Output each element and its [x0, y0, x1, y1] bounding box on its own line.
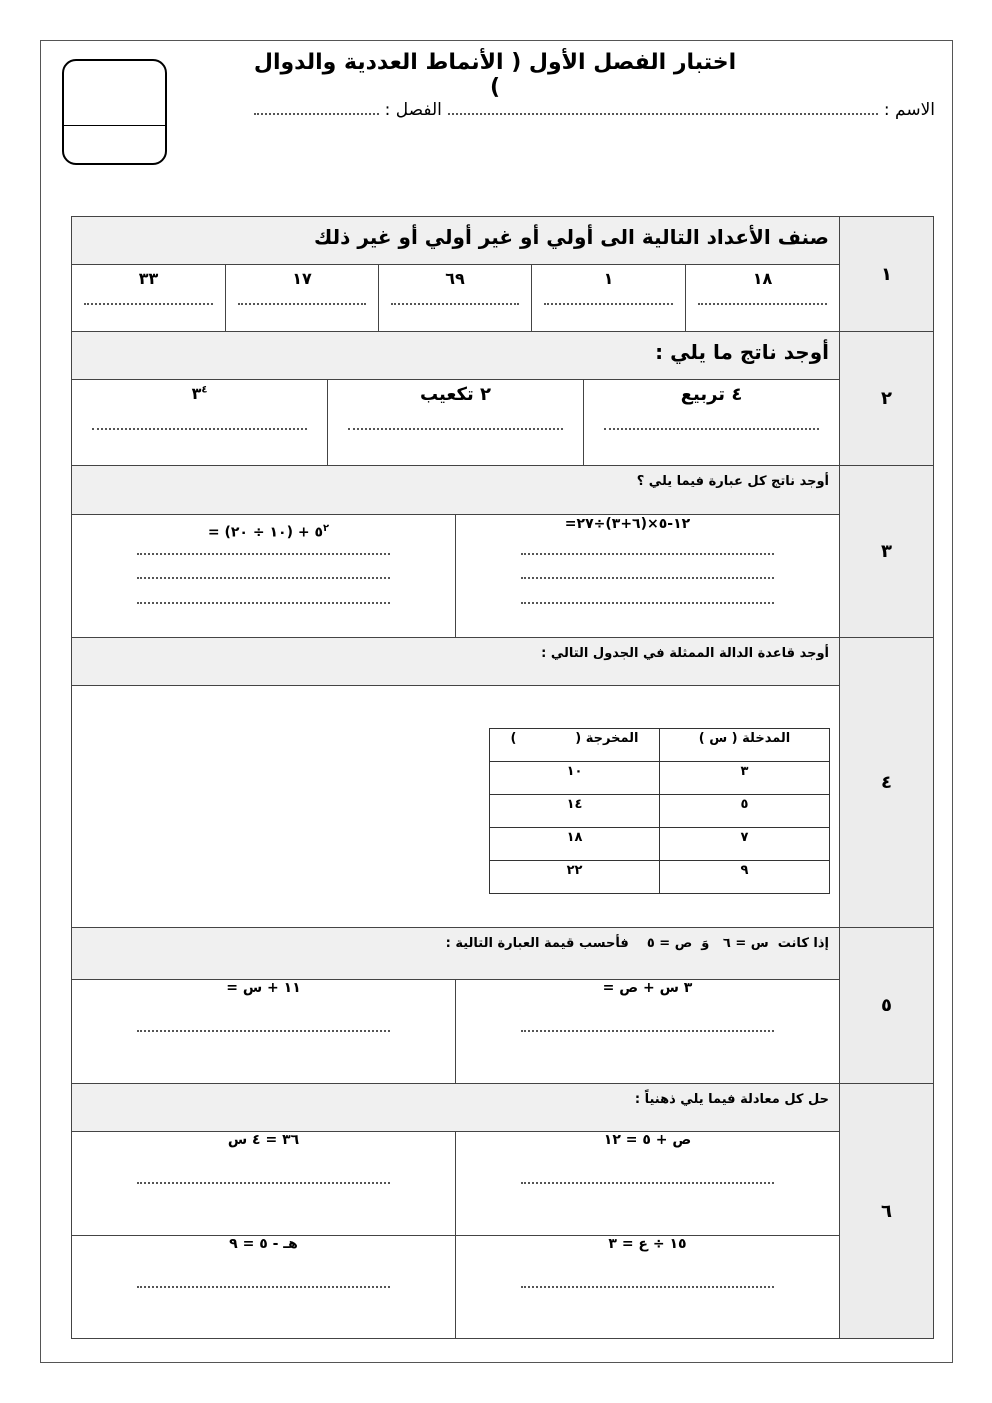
output-cell: ١٠: [490, 762, 660, 795]
input-cell: ٧: [660, 828, 830, 861]
answer-line[interactable]: [137, 602, 390, 604]
answer-line[interactable]: [521, 553, 774, 555]
q1-item: [531, 264, 686, 332]
q1-item-value: ١: [603, 269, 614, 288]
question-5-instruction: إذا كانت س = ٦ وَ ص = ٥ فأحسب قيمة العبارة التالية :: [71, 927, 840, 980]
answer-line[interactable]: [84, 303, 213, 305]
question-3-instruction: أوجد ناتج كل عبارة فيما يلي ؟: [71, 465, 840, 515]
input-cell: ٩: [660, 861, 830, 894]
expression: [72, 515, 455, 541]
answer-line[interactable]: [137, 1286, 390, 1288]
q1-item: [685, 264, 840, 332]
answer-line[interactable]: [391, 303, 519, 305]
q2-item: [583, 379, 840, 466]
student-info: [215, 100, 935, 120]
q6-item: [455, 1235, 840, 1339]
answer-line[interactable]: [137, 553, 390, 555]
q1-item-value: ١٧: [292, 269, 312, 288]
expression: =١٢-٥×(٦+٣)÷٢٧: [564, 516, 691, 532]
answer-line[interactable]: [238, 303, 366, 305]
output-cell: ١٨: [490, 828, 660, 861]
answer-line[interactable]: [92, 428, 307, 430]
q1-item: [378, 264, 532, 332]
question-2-instruction: أوجد ناتج ما يلي :: [71, 331, 840, 380]
answer-line[interactable]: [137, 1030, 390, 1032]
input-cell: ٥: [660, 795, 830, 828]
table-row: [490, 795, 830, 828]
name-label: الاسم :: [883, 100, 935, 120]
q1-item-value: ٣٣: [138, 269, 159, 288]
expression-base: = (١٠ ÷ ٢٠) + ٥: [207, 524, 323, 541]
question-6-instruction: حل كل معادلة فيما يلي ذهنياً :: [71, 1083, 840, 1132]
q3-expression-right: [455, 514, 840, 638]
expression-exponent: ٢: [323, 523, 330, 534]
q1-item-value: ٦٩: [445, 269, 465, 288]
table-row: [490, 828, 830, 861]
question-number-5: ٥: [839, 927, 934, 1084]
input-header: المدخلة ( س ): [660, 729, 830, 762]
q5-item: [455, 979, 840, 1084]
q6-item: [71, 1235, 456, 1339]
q2-item-value: ٢ تكعيب: [419, 384, 492, 405]
q1-item: [71, 264, 226, 332]
q6-item: [455, 1131, 840, 1236]
q2-item: [71, 379, 328, 466]
output-header: المخرجة ( ): [490, 729, 660, 762]
class-field[interactable]: [254, 103, 379, 115]
answer-line[interactable]: [521, 1182, 774, 1184]
class-label: الفصل :: [384, 100, 442, 120]
answer-line[interactable]: [137, 1182, 390, 1184]
input-cell: ٣: [660, 762, 830, 795]
question-number-4: ٤: [839, 637, 934, 928]
table-row: [490, 861, 830, 894]
answer-line[interactable]: [521, 577, 774, 579]
q1-item: [225, 264, 379, 332]
equation: ٣٦ = ٤ س: [227, 1132, 300, 1148]
output-cell: ٢٢: [490, 861, 660, 894]
table-row: [490, 762, 830, 795]
question-number-1: ١: [839, 216, 934, 332]
answer-line[interactable]: [348, 428, 563, 430]
answer-line[interactable]: [137, 577, 390, 579]
q1-item-value: ١٨: [752, 269, 773, 288]
power-exponent: ٤: [201, 384, 208, 396]
q2-item: [327, 379, 584, 466]
q6-item: [71, 1131, 456, 1236]
score-divider: [64, 125, 165, 126]
page-title: اختبار الفصل الأول ( الأنماط العددية والدوال ): [253, 50, 737, 100]
power-base: ٣: [191, 384, 202, 403]
name-field[interactable]: [448, 103, 878, 115]
answer-line[interactable]: [604, 428, 819, 430]
q5-item: [71, 979, 456, 1084]
question-4-instruction: أوجد قاعدة الدالة الممثلة في الجدول التالي :: [71, 637, 840, 686]
answer-line[interactable]: [544, 303, 673, 305]
q2-item-value: ٤ تربيع: [680, 384, 743, 405]
question-number-6: ٦: [839, 1083, 934, 1339]
score-box: [62, 59, 167, 165]
answer-line[interactable]: [521, 1030, 774, 1032]
answer-line[interactable]: [521, 602, 774, 604]
expression: ١١ + س =: [226, 980, 301, 996]
question-number-2: ٢: [839, 331, 934, 466]
equation: هـ - ٥ = ٩: [229, 1236, 298, 1252]
function-table: [489, 728, 830, 894]
question-number-3: ٣: [839, 465, 934, 638]
q3-expression-left: [71, 514, 456, 638]
output-cell: ١٤: [490, 795, 660, 828]
answer-line[interactable]: [698, 303, 827, 305]
equation: ص + ٥ = ١٢: [603, 1132, 692, 1148]
table-header-row: [490, 729, 830, 762]
expression: ٣ س + ص =: [602, 980, 693, 996]
equation: ١٥ ÷ ع = ٣: [608, 1236, 687, 1252]
question-1-instruction: صنف الأعداد التالية الى أولي أو غير أولي أو غير ذلك: [71, 216, 840, 265]
answer-line[interactable]: [521, 1286, 774, 1288]
